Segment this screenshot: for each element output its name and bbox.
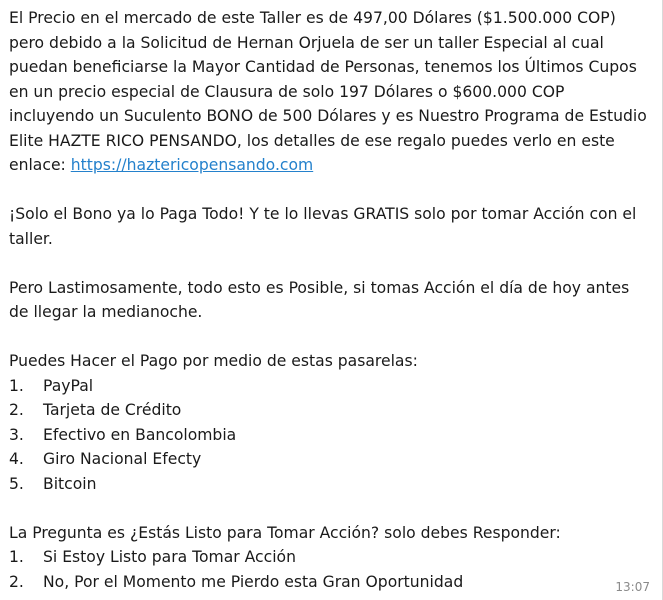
payment-method-label: Tarjeta de Crédito: [43, 401, 182, 419]
message-timestamp: 13:07: [615, 580, 650, 594]
paragraph-spacer: [9, 178, 652, 203]
question-text: La Pregunta es ¿Estás Listo para Tomar Acción? solo debes Responder:: [9, 523, 561, 542]
answer-label: No, Por el Momento me Pierdo esta Gran Oportunidad: [43, 572, 464, 591]
list-number: 2.: [9, 401, 24, 419]
message-paragraph-deadline: Pero Lastimosamente, todo esto es Posible, si tomas Acción el día de hoy antes de llegar la medianoche.: [9, 278, 630, 321]
list-number: 5.: [9, 474, 24, 493]
payment-method-label: PayPal: [43, 376, 94, 395]
payment-method-label: Bitcoin: [43, 474, 97, 493]
list-item: [9, 570, 652, 595]
list-number: 1.: [9, 548, 24, 566]
list-item: [9, 447, 652, 472]
website-link[interactable]: https://haztericopensando.com: [70, 156, 314, 174]
paragraph-spacer: [9, 325, 652, 350]
list-item: [9, 423, 652, 448]
paragraph-spacer: [9, 251, 652, 276]
list-number: 3.: [9, 425, 24, 444]
payment-method-label: Giro Nacional Efecty: [43, 450, 202, 468]
list-item: [9, 472, 652, 497]
price-text: El Precio en el mercado de este Taller es de 497,00 Dólares ($1.500.000 COP) pero debido a la Solicitud de Hernan Orjuela de ser un taller Especial al cual puedan beneficiarse la Mayor Cantidad de Personas, tenemos los Últimos Cupos en un precio especial de Clausura de solo 197 Dólares o $600.000 COP incluyendo un Suculento BONO de 500 Dólares y es Nuestro Programa de Estudio Elite HAZTE RICO PENSANDO, los detalles de ese regalo puedes verlo en este enlace:: [9, 9, 647, 174]
list-number: 4.: [9, 450, 24, 468]
paragraph-spacer: [9, 496, 652, 521]
payment-methods-list: [9, 374, 652, 497]
list-item: [9, 545, 652, 570]
answers-list: [9, 545, 652, 594]
payments-intro: Puedes Hacer el Pago por medio de estas pasarelas:: [9, 352, 418, 370]
list-item: [9, 374, 652, 399]
list-number: 1.: [9, 376, 24, 395]
message-paragraph-bonus: ¡Solo el Bono ya lo Paga Todo! Y te lo llevas GRATIS solo por tomar Acción con el taller.: [9, 205, 637, 248]
answer-label: Si Estoy Listo para Tomar Acción: [43, 548, 296, 566]
payment-method-label: Efectivo en Bancolombia: [43, 425, 237, 444]
list-number: 2.: [9, 572, 24, 591]
list-item: [9, 398, 652, 423]
message-paragraph-price: [9, 6, 652, 178]
